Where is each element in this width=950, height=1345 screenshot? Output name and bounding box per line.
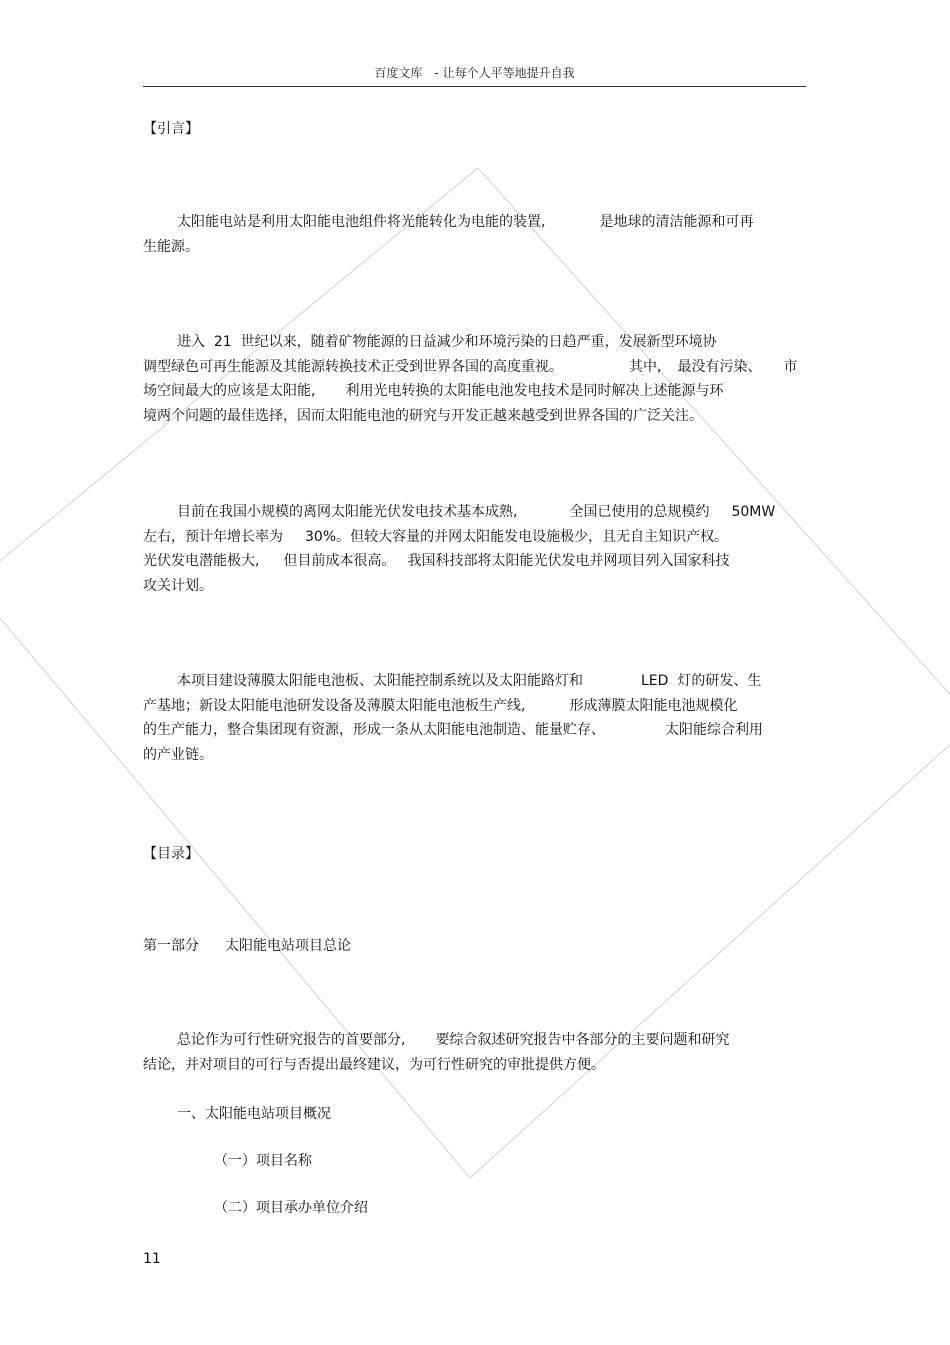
p3-line1b: 全国已使用的总规模约 <box>569 504 710 520</box>
p3-line1c: 50MW <box>731 504 776 520</box>
p3-line3b: 但目前成本很高。 <box>283 553 396 569</box>
page-number: 11 <box>143 1251 161 1267</box>
part-1-label: 第一部分 <box>143 938 199 954</box>
p2-line2c: 最没有污染、 <box>677 358 762 375</box>
p4-line2a: 产基地；新设太阳能电池研发设备及薄膜太阳能电池板生产线, <box>143 697 526 714</box>
p5-line2: 结论，并对项目的可行与否提出最终建议，为可行性研究的审批提供方便。 <box>143 1056 605 1073</box>
p1-line1b: 是地球的清洁能源和可再 <box>599 214 754 230</box>
p4-line3a: 的生产能力，整合集团现有资源，形成一条从太阳能电池制造、能量贮存、 <box>143 722 605 738</box>
p4-line1b: LED 灯的研发、生 <box>641 673 762 689</box>
p3-line4: 攻关计划。 <box>143 577 213 594</box>
p2-line3b: 利用光电转换的太阳能电池发电技术是同时解决上述能源与环 <box>345 383 724 399</box>
p3-line2a: 左右，预计年增长率为 <box>143 528 283 545</box>
p3-line3a: 光伏发电潜能极大, <box>143 553 260 569</box>
p2-line1: 进入 21 世纪以来，随着矿物能源的日益减少和环境污染的日趋严重，发展新型环境协 <box>177 334 717 350</box>
intro-heading: 【引言】 <box>143 121 199 137</box>
part-1-title: 太阳能电站项目总论 <box>225 938 351 954</box>
paragraph-4 <box>143 669 806 767</box>
paragraph-1 <box>143 210 806 259</box>
header-rule <box>143 86 806 87</box>
p2-line2a: 调型绿色可再生能源及其能源转换技术正受到世界各国的高度重视。 <box>143 358 563 375</box>
paragraph-2 <box>143 330 806 428</box>
p4-line2b: 形成薄膜太阳能电池规模化 <box>569 697 738 714</box>
p5-line1b: 要综合叙述研究报告中各部分的主要问题和研究 <box>435 1032 730 1048</box>
p4-line3b: 太阳能综合利用 <box>665 722 763 738</box>
page-header: 百度文库 - 让每个人平等地提升自我 <box>374 66 575 80</box>
toc-heading: 【目录】 <box>143 846 199 862</box>
p2-line2d: 市 <box>783 358 798 375</box>
p3-line3c: 我国科技部将太阳能光伏发电并网项目列入国家科技 <box>407 553 730 569</box>
section-item-1: 一、太阳能电站项目概况 <box>177 1106 331 1122</box>
p2-line3a: 场空间最大的应该是太阳能, <box>143 383 316 399</box>
p4-line1a: 本项目建设薄膜太阳能电池板、太阳能控制系统以及太阳能路灯和 <box>177 673 583 689</box>
p4-line4: 的产业链。 <box>143 746 213 763</box>
subsection-project-name: （一）项目名称 <box>214 1153 312 1169</box>
paragraph-3 <box>143 500 806 598</box>
subsection-project-organizer: （二）项目承办单位介绍 <box>214 1200 368 1216</box>
p5-line1a: 总论作为可行性研究报告的首要部分, <box>177 1032 406 1048</box>
p2-line4: 境两个问题的最佳选择，因而太阳能电池的研究与开发正越来越受到世界各国的广泛关注。 <box>143 407 703 424</box>
p1-line2: 生能源。 <box>143 238 199 255</box>
part-1-heading <box>143 935 351 955</box>
paragraph-5 <box>143 1028 806 1077</box>
p3-line2b: 30%。但较大容量的并网太阳能发电设施极少，且无自主知识产权。 <box>305 528 729 545</box>
p3-line1a: 目前在我国小规模的离网太阳能光伏发电技术基本成熟, <box>177 504 518 520</box>
p1-line1a: 太阳能电站是利用太阳能电池组件将光能转化为电能的装置, <box>177 214 546 230</box>
p2-line2b: 其中, <box>629 358 662 375</box>
